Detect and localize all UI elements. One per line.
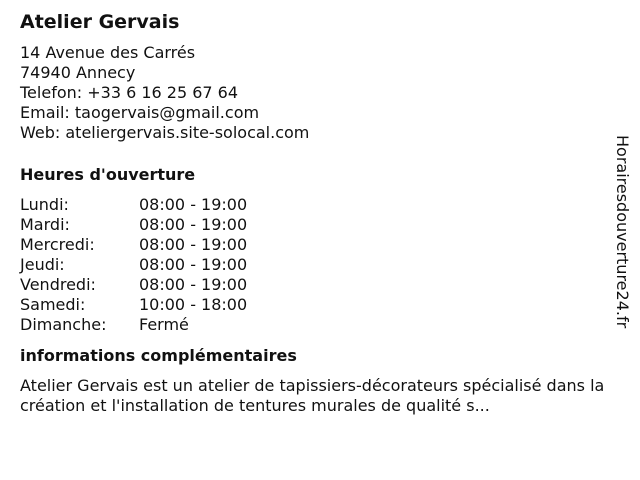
business-description: Atelier Gervais est un atelier de tapissiers-décorateurs spécialisé dans la création et l'installation de tentures murales de qualité s... — [20, 376, 605, 415]
hours-row — [20, 235, 620, 255]
hours-title: Heures d'ouverture — [20, 165, 196, 184]
hours-time: 08:00 - 19:00 — [139, 195, 248, 214]
hours-time: 10:00 - 18:00 — [139, 295, 248, 314]
city-address: 74940 Annecy — [20, 63, 136, 82]
hours-row — [20, 295, 620, 315]
hours-day: Samedi: — [20, 295, 86, 314]
hours-time: 08:00 - 19:00 — [139, 215, 248, 234]
hours-row — [20, 255, 620, 275]
hours-day: Mardi: — [20, 215, 70, 234]
hours-table — [20, 195, 620, 335]
hours-row — [20, 215, 620, 235]
email-address[interactable]: Email: taogervais@gmail.com — [20, 103, 260, 122]
hours-day: Lundi: — [20, 195, 69, 214]
hours-time: Fermé — [139, 315, 189, 334]
hours-time: 08:00 - 19:00 — [139, 275, 248, 294]
street-address: 14 Avenue des Carrés — [20, 43, 196, 62]
info-title: informations complémentaires — [20, 346, 297, 365]
hours-row — [20, 195, 620, 215]
hours-day: Mercredi: — [20, 235, 95, 254]
site-watermark: Horairesdouverture24.fr — [613, 135, 632, 329]
business-card — [20, 10, 620, 416]
hours-time: 08:00 - 19:00 — [139, 235, 248, 254]
hours-day: Dimanche: — [20, 315, 107, 334]
hours-day: Vendredi: — [20, 275, 96, 294]
website-link[interactable]: Web: ateliergervais.site-solocal.com — [20, 123, 310, 142]
hours-time: 08:00 - 19:00 — [139, 255, 248, 274]
hours-row — [20, 315, 620, 335]
contact-block — [20, 43, 620, 143]
phone-number[interactable]: Telefon: +33 6 16 25 67 64 — [20, 83, 239, 102]
hours-row — [20, 275, 620, 295]
hours-day: Jeudi: — [20, 255, 65, 274]
business-name: Atelier Gervais — [20, 11, 180, 33]
